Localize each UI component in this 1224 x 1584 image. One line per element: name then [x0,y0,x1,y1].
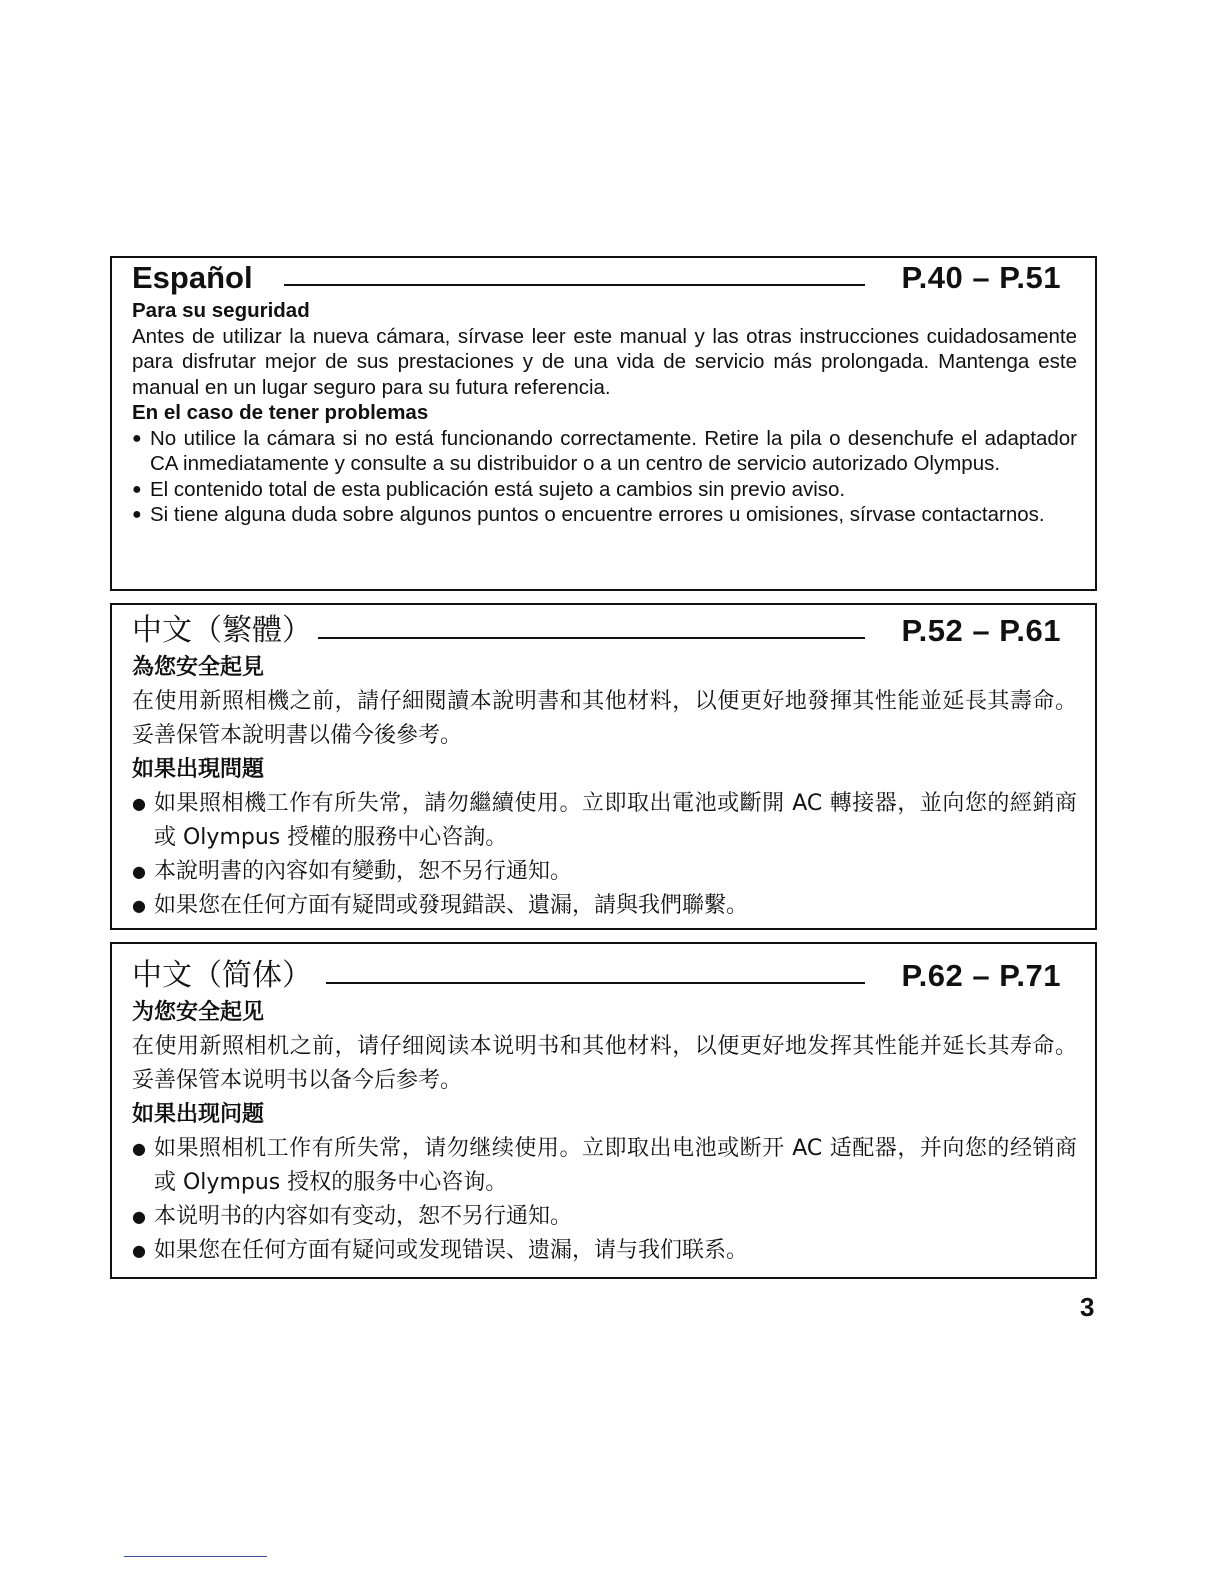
bullet-icon: ● [132,794,146,813]
list-item-text: 如果照相机工作有所失常，请勿继续使用。立即取出电池或断开 AC 适配器，并向您的经销商或 Olympus 授权的服务中心咨询。 [154,1136,1077,1195]
list-item-text: 如果您在任何方面有疑问或发现错误、遗漏，请与我们联系。 [154,1238,749,1263]
bullet-icon: ● [132,480,142,498]
safety-heading: 為您安全起見 [132,655,265,680]
problems-list [132,787,1077,923]
problems-heading: 如果出現問題 [132,757,265,782]
bullet-icon: ● [132,896,146,915]
section-header [112,944,1095,996]
list-item [132,1132,1077,1200]
list-item [132,889,1077,923]
section-title: 中文（简体） [132,950,318,994]
list-item [132,1234,1077,1268]
spanish-section [110,256,1097,591]
list-item [132,1200,1077,1234]
page-range: P.52 – P.61 [901,613,1061,648]
list-item [132,426,1077,477]
safety-heading: Para su seguridad [132,299,310,322]
footer-line [124,1556,267,1557]
list-item-text: 如果您在任何方面有疑問或發現錯誤、遺漏，請與我們聯繫。 [154,893,749,918]
simplified-chinese-section [110,942,1097,1279]
list-item-text: 本說明書的內容如有變動，恕不另行通知。 [154,859,573,884]
page-range: P.40 – P.51 [901,260,1061,295]
list-item-text: 如果照相機工作有所失常，請勿繼續使用。立即取出電池或斷開 AC 轉接器，並向您的經銷商或 Olympus 授權的服務中心咨詢。 [154,791,1077,850]
header-rule [284,284,865,286]
page-range: P.62 – P.71 [901,958,1061,993]
section-header [112,258,1095,298]
bullet-icon: ● [132,429,142,447]
list-item [132,502,1077,528]
problems-list [132,1132,1077,1268]
safety-text: Antes de utilizar la nueva cámara, sírvase leer este manual y las otras instrucciones cuidadosamente para disfrutar mejor de sus prestaciones y de una vida de servicio más prolongada. Mantenga este manual en un lugar seguro para su futura referencia. [132,324,1077,399]
list-item [132,787,1077,855]
header-rule [326,982,865,984]
traditional-chinese-section [110,603,1097,930]
problems-heading: En el caso de tener problemas [132,401,429,424]
bullet-icon: ● [132,1241,146,1260]
list-item-text: 本说明书的内容如有变动，恕不另行通知。 [154,1204,573,1229]
page-number: 3 [1080,1292,1095,1322]
problems-list [132,426,1077,528]
list-item-text: No utilice la cámara si no está funcionando correctamente. Retire la pila o desenchufe el adaptador CA inmediatamente y consulte a su distribuidor o a un centro de servicio autorizado Olympus. [150,426,1077,475]
header-rule [307,637,865,639]
safety-text: 在使用新照相机之前，请仔细阅读本说明书和其他材料，以便更好地发挥其性能并延长其寿命。妥善保管本说明书以备今后参考。 [132,1034,1077,1093]
list-item-text: Si tiene alguna duda sobre algunos puntos o encuentre errores u omisiones, sírvase contactarnos. [150,503,1045,526]
section-title: 中文（繁體） [132,605,318,649]
list-item [132,477,1077,503]
safety-text: 在使用新照相機之前，請仔細閱讀本說明書和其他材料，以便更好地發揮其性能並延長其壽命。妥善保管本說明書以備今後參考。 [132,689,1077,748]
list-item-text: El contenido total de esta publicación está sujeto a cambios sin previo aviso. [150,477,846,501]
list-item [132,855,1077,889]
section-title: Español [132,260,259,296]
bullet-icon: ● [132,506,142,523]
safety-heading: 为您安全起见 [132,1000,265,1025]
section-header [112,605,1095,651]
bullet-icon: ● [132,862,146,881]
problems-heading: 如果出现问题 [132,1102,265,1127]
bullet-icon: ● [132,1207,146,1226]
bullet-icon: ● [132,1139,146,1158]
